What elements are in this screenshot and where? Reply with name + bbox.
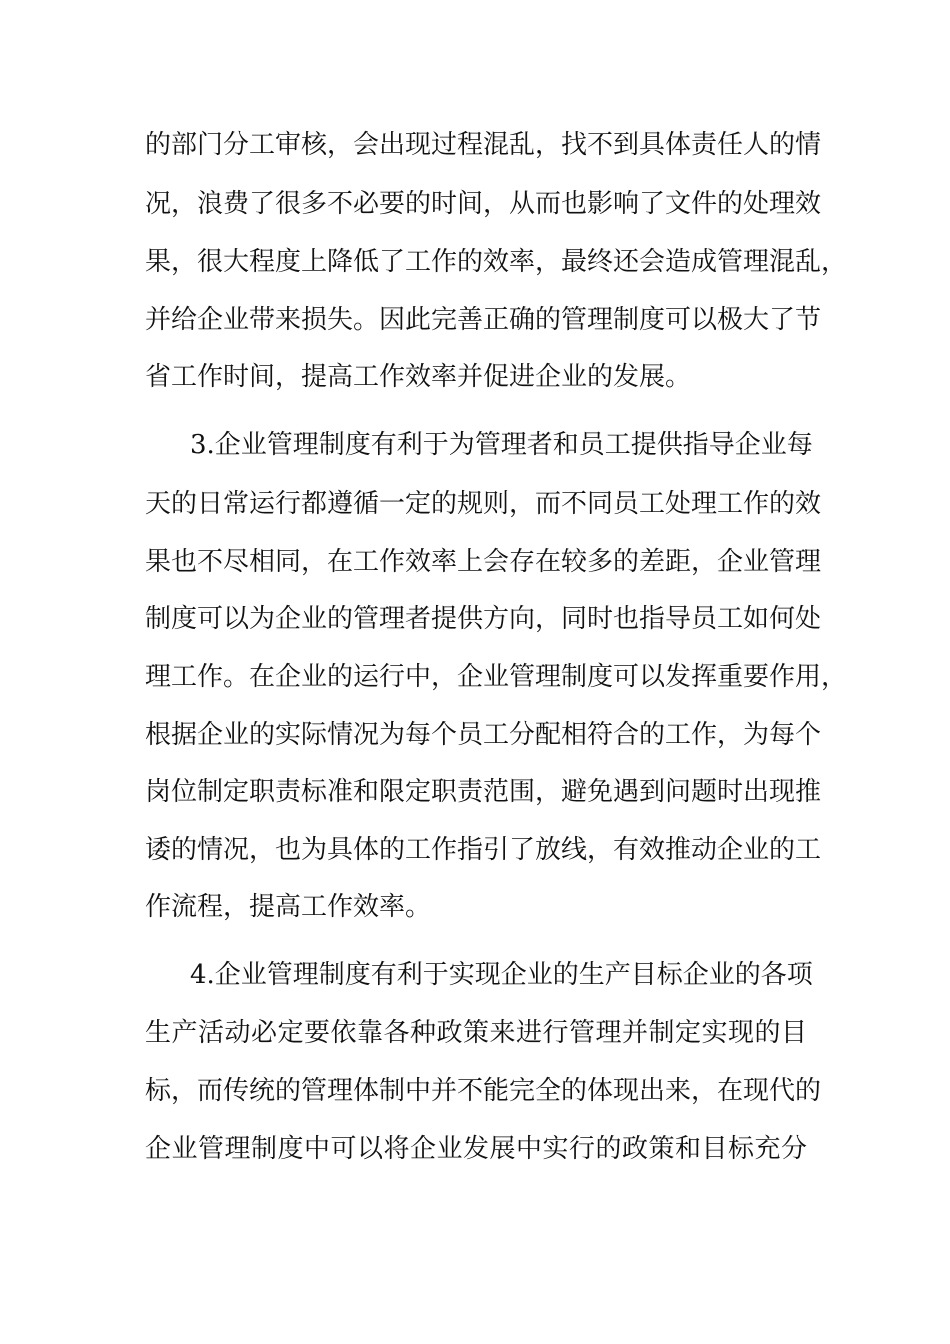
paragraph-2-line-9: 作流程，提高工作效率。 (145, 892, 432, 922)
paragraph-2-line-6: 根据企业的实际情况为每个员工分配相符合的工作，为每个 (145, 720, 822, 750)
paragraph-2-line-8: 诿的情况，也为具体的工作指引了放线，有效推动企业的工 (145, 835, 822, 865)
paragraph-2-line-5: 理工作。在企业的运行中，企业管理制度可以发挥重要作用， (145, 662, 848, 692)
paragraph-3-line-2: 生产活动必定要依靠各种政策来进行管理并制定实现的目 (145, 1018, 807, 1048)
paragraph-2-line-2: 天的日常运行都遵循一定的规则，而不同员工处理工作的效 (145, 489, 822, 519)
paragraph-2-line-7: 岗位制定职责标准和限定职责范围，避免遇到问题时出现推 (145, 777, 822, 807)
paragraph-1-line-4: 并给企业带来损失。因此完善正确的管理制度可以极大了节 (145, 305, 822, 335)
paragraph-3-line-3: 标，而传统的管理体制中并不能完全的体现出来，在现代的 (145, 1076, 822, 1106)
paragraph-1-line-2: 况，浪费了很多不必要的时间，从而也影响了文件的处理效 (145, 189, 822, 219)
paragraph-1-line-5: 省工作时间，提高工作效率并促进企业的发展。 (145, 362, 692, 392)
paragraph-2-line-4: 制度可以为企业的管理者提供方向，同时也指导员工如何处 (145, 604, 822, 634)
paragraph-2-line-3: 果也不尽相同，在工作效率上会存在较多的差距，企业管理 (145, 547, 822, 577)
paragraph-3-line-1: 4.企业管理制度有利于实现企业的生产目标企业的各项 (190, 960, 813, 990)
paragraph-3-line-4: 企业管理制度中可以将企业发展中实行的政策和目标充分 (145, 1134, 807, 1164)
paragraph-1-line-1: 的部门分工审核，会出现过程混乱，找不到具体责任人的情 (145, 130, 822, 160)
paragraph-1-line-3: 果，很大程度上降低了工作的效率，最终还会造成管理混乱， (145, 247, 848, 277)
paragraph-2-line-1: 3.企业管理制度有利于为管理者和员工提供指导企业每 (190, 430, 813, 460)
